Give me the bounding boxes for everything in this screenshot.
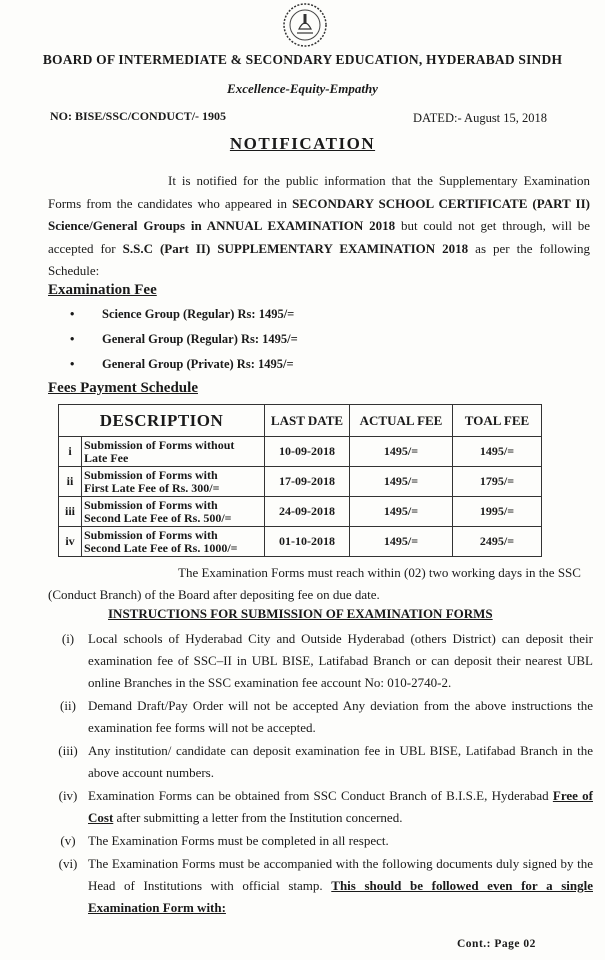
exam-fee-list xyxy=(70,307,298,382)
row-description: Submission of Forms with Second Late Fee of Rs. 500/= xyxy=(82,497,265,527)
list-item: (i) Local schools of Hyderabad City and Outside Hyderabad (others District) can deposit their examination fee of SSC–II in UBL BISE, Latifabad Branch or can deposit their nearest UBL online Branches in the SSC examination fee account No: 010-2740-2. xyxy=(61,631,593,690)
intro-paragraph: It is notified for the public information that the Supplementary Examination Forms from the candidates who appeared in SECONDARY SCHOOL CERTIFICATE (PART II) Science/General Groups in ANNUAL EXAMINATION 2018 but could not get through, will be accepted for S.S.C (Part II) SUPPLEMENTARY EXAMINATION 2018 as per the following Schedule: xyxy=(48,173,591,278)
list-item: (iv) Examination Forms can be obtained from SSC Conduct Branch of B.I.S.E, Hyderabad Free of Cost after submitting a letter from the Institution concerned. xyxy=(58,788,593,825)
total-fee-cell: 1995/= xyxy=(453,497,542,527)
notification-title: NOTIFICATION xyxy=(229,134,376,153)
last-date-cell: 17-09-2018 xyxy=(265,467,350,497)
table-header-row xyxy=(59,405,542,437)
last-date-cell: 01-10-2018 xyxy=(265,527,350,557)
continued-page-note: Cont.: Page 02 xyxy=(457,938,536,950)
instructions-list xyxy=(48,628,593,920)
actual-fee-cell: 1495/= xyxy=(350,497,453,527)
total-fee-cell: 2495/= xyxy=(453,527,542,557)
row-number: iv xyxy=(59,527,82,557)
column-header: ACTUAL FEE xyxy=(350,405,453,437)
row-number: iii xyxy=(59,497,82,527)
actual-fee-cell: 1495/= xyxy=(350,467,453,497)
table-row xyxy=(59,467,542,497)
actual-fee-cell: 1495/= xyxy=(350,437,453,467)
exam-fee-heading: Examination Fee xyxy=(48,282,157,298)
table-row xyxy=(59,497,542,527)
list-item: (iii) Any institution/ candidate can deposit examination fee in UBL BISE, Latifabad Branch in the above account numbers. xyxy=(58,743,593,780)
row-description: Submission of Forms without Late Fee xyxy=(82,437,265,467)
list-item: (ii) Demand Draft/Pay Order will not be accepted Any deviation from the above instructions the examination fee forms will not be accepted. xyxy=(60,698,593,735)
last-date-cell: 10-09-2018 xyxy=(265,437,350,467)
fee-schedule-table xyxy=(58,404,542,557)
notification-date: DATED:- August 15, 2018 xyxy=(413,111,548,125)
column-header: LAST DATE xyxy=(265,405,350,437)
last-date-cell: 24-09-2018 xyxy=(265,497,350,527)
fee-schedule-heading: Fees Payment Schedule xyxy=(48,380,198,396)
instructions-heading: INSTRUCTIONS FOR SUBMISSION OF EXAMINATION FORMS xyxy=(108,606,493,621)
total-fee-cell: 1495/= xyxy=(453,437,542,467)
list-item: (v) The Examination Forms must be completed in all respect. xyxy=(60,833,389,848)
row-number: ii xyxy=(59,467,82,497)
row-description: Submission of Forms with First Late Fee of Rs. 300/= xyxy=(82,467,265,497)
column-header: TOAL FEE xyxy=(453,405,542,437)
list-item: • General Group (Regular) Rs: 1495/= xyxy=(70,332,298,346)
column-header: DESCRIPTION xyxy=(59,405,265,437)
table-row xyxy=(59,437,542,467)
forms-reach-note: The Examination Forms must reach within (02) two working days in the SSC (Conduct Branch) of the Board after depositing fee on due date. xyxy=(48,565,581,602)
actual-fee-cell: 1495/= xyxy=(350,527,453,557)
board-seal-logo xyxy=(282,2,328,48)
board-name: BOARD OF INTERMEDIATE & SECONDARY EDUCATION, HYDERABAD SINDH xyxy=(42,52,563,67)
table-row xyxy=(59,527,542,557)
total-fee-cell: 1795/= xyxy=(453,467,542,497)
reference-number: NO: BISE/SSC/CONDUCT/- 1905 xyxy=(50,109,227,123)
list-item: • General Group (Private) Rs: 1495/= xyxy=(70,357,294,371)
list-item: • Science Group (Regular) Rs: 1495/= xyxy=(70,307,295,321)
row-description: Submission of Forms with Second Late Fee of Rs. 1000/= xyxy=(82,527,265,557)
row-number: i xyxy=(59,437,82,467)
board-motto: Excellence-Equity-Empathy xyxy=(227,81,378,96)
list-item: (vi) The Examination Forms must be accompanied with the following documents duly signed by the Head of Institutions with official stamp. This should be followed even for a single Examination Form with: xyxy=(58,856,593,915)
